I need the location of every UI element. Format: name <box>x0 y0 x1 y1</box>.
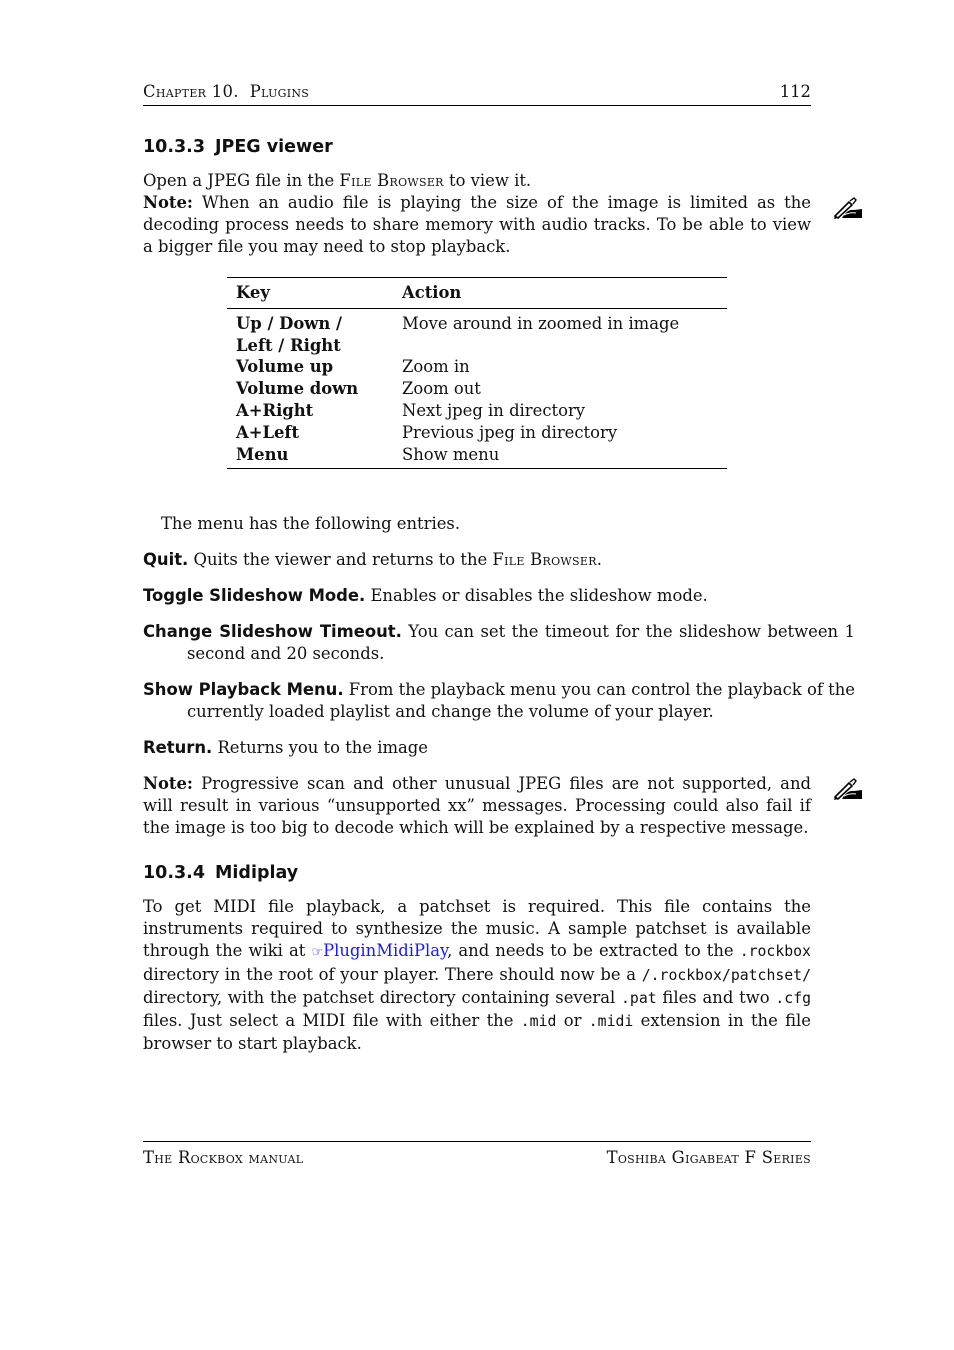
writing-hand-icon <box>832 777 864 801</box>
intro-text: Open a JPEG file in the <box>143 171 340 190</box>
table-row <box>227 400 727 422</box>
table-action-cell: Zoom out <box>402 379 481 399</box>
menu-intro: The menu has the following entries. <box>161 514 461 533</box>
entry-text: You can set the timeout for the slideshow between 1 second and 20 seconds. <box>187 622 855 663</box>
table-key-cell: Volume up <box>236 357 334 377</box>
table-row <box>227 378 727 400</box>
midi-text: directory in the root of your player. There should now be a <box>143 965 642 984</box>
midi-text: files. Just select a MIDI file with either the <box>143 1011 521 1030</box>
writing-hand-icon <box>832 196 864 220</box>
wiki-link[interactable] <box>311 941 447 960</box>
header-rule <box>143 105 811 106</box>
section-number: 10.3.4 <box>143 863 206 883</box>
entry-text: From the playback menu you can control the playback of the currently loaded playlist and change the volume of your player. <box>187 680 856 721</box>
section-heading-midiplay <box>143 862 298 884</box>
table-header-row <box>227 278 727 309</box>
menu-entry-slideshow-timeout <box>143 621 855 665</box>
footer-rule <box>143 1141 811 1142</box>
section-title: JPEG viewer <box>215 137 333 157</box>
entry-text: Enables or disables the slideshow mode. <box>365 586 708 605</box>
wiki-link-text: PluginMidiPlay <box>323 941 448 960</box>
note-label: Note: <box>143 193 193 212</box>
menu-entry-toggle-slideshow <box>143 585 855 607</box>
note-paragraph-2 <box>143 773 811 839</box>
table-key-cell: Menu <box>236 444 289 464</box>
midi-text: To get MIDI file playback, a patchset is required. This file contains the instruments required to synthesize the music. A sample patchset is available through the wiki at <box>143 897 811 960</box>
entry-label: Return. <box>143 738 213 757</box>
table-row <box>227 422 727 444</box>
midi-text: or <box>556 1011 589 1030</box>
table-action-cell: Zoom in <box>402 357 470 377</box>
section-title: Midiplay <box>215 863 299 883</box>
note-text: Progressive scan and other unusual JPEG files are not supported, and will result in various “unsupported xx” messages. Processing could also fail if the image is too big to decode which will be explained by a respective message. <box>143 774 811 837</box>
note-label: Note: <box>143 774 193 793</box>
midi-text: files and two <box>656 988 776 1007</box>
midi-text: directory, with the patchset directory containing several <box>143 988 622 1007</box>
code-rockbox: .rockbox <box>739 943 811 960</box>
midiplay-paragraph <box>143 896 811 1055</box>
jpeg-intro <box>143 170 811 192</box>
note-text: When an audio file is playing the size of the image is limited as the decoding process needs to share memory with audio tracks. To be able to view a bigger file you may need to stop playback. <box>143 193 811 256</box>
code-pat: .pat <box>621 990 657 1007</box>
entry-text: Quits the viewer and returns to the <box>188 550 493 569</box>
entry-label: Quit. <box>143 550 189 569</box>
midi-text: , and needs to be extracted to the <box>447 941 740 960</box>
table-key-cell: A+Left <box>236 422 300 442</box>
entry-text-end: . <box>596 550 603 569</box>
table-key-cell: Volume down <box>236 379 359 399</box>
table-action-cell: Show menu <box>402 444 500 464</box>
entry-text: Returns you to the image <box>212 738 429 757</box>
footer-right: Toshiba Gigabeat F Series <box>606 1148 811 1167</box>
code-midi: .midi <box>588 1013 634 1030</box>
key-action-table <box>227 277 727 469</box>
table-key-cell: Up / Down / Left / Right <box>236 313 343 355</box>
chapter-title: Plugins <box>249 82 310 101</box>
entry-label: Toggle Slideshow Mode. <box>143 586 366 605</box>
table-action-cell: Previous jpeg in directory <box>402 422 618 442</box>
section-heading-jpeg <box>143 136 333 158</box>
file-browser-term: File Browser <box>339 171 444 190</box>
running-header-chapter <box>143 81 309 103</box>
table-row <box>227 308 727 356</box>
code-mid: .mid <box>520 1013 557 1030</box>
entry-label: Show Playback Menu. <box>143 680 344 699</box>
table-action-cell: Move around in zoomed in image <box>402 313 680 333</box>
chapter-label: Chapter 10. <box>143 82 239 101</box>
table-row <box>227 444 727 469</box>
menu-entry-playback-menu <box>143 679 855 723</box>
hand-pointer-icon: ☞ <box>311 945 324 960</box>
midi-text: extension in the file browser to start playback. <box>143 1011 811 1053</box>
menu-entry-return <box>143 737 855 759</box>
file-browser-term: File Browser <box>492 550 597 569</box>
menu-entry-quit <box>143 549 855 571</box>
footer-left: The Rockbox manual <box>143 1148 304 1167</box>
table-action-cell: Next jpeg in directory <box>402 400 586 420</box>
entry-label: Change Slideshow Timeout. <box>143 622 402 641</box>
table-header-action: Action <box>402 283 462 302</box>
page-number: 112 <box>779 82 811 101</box>
section-number: 10.3.3 <box>143 137 206 157</box>
code-cfg: .cfg <box>775 990 812 1007</box>
table-key-cell: A+Right <box>236 400 314 420</box>
note-paragraph-1 <box>143 192 811 258</box>
intro-text-end: to view it. <box>443 171 532 190</box>
table-row <box>227 356 727 378</box>
code-patchset-path: /.rockbox/patchset/ <box>641 967 811 984</box>
table-header-key: Key <box>236 283 270 302</box>
